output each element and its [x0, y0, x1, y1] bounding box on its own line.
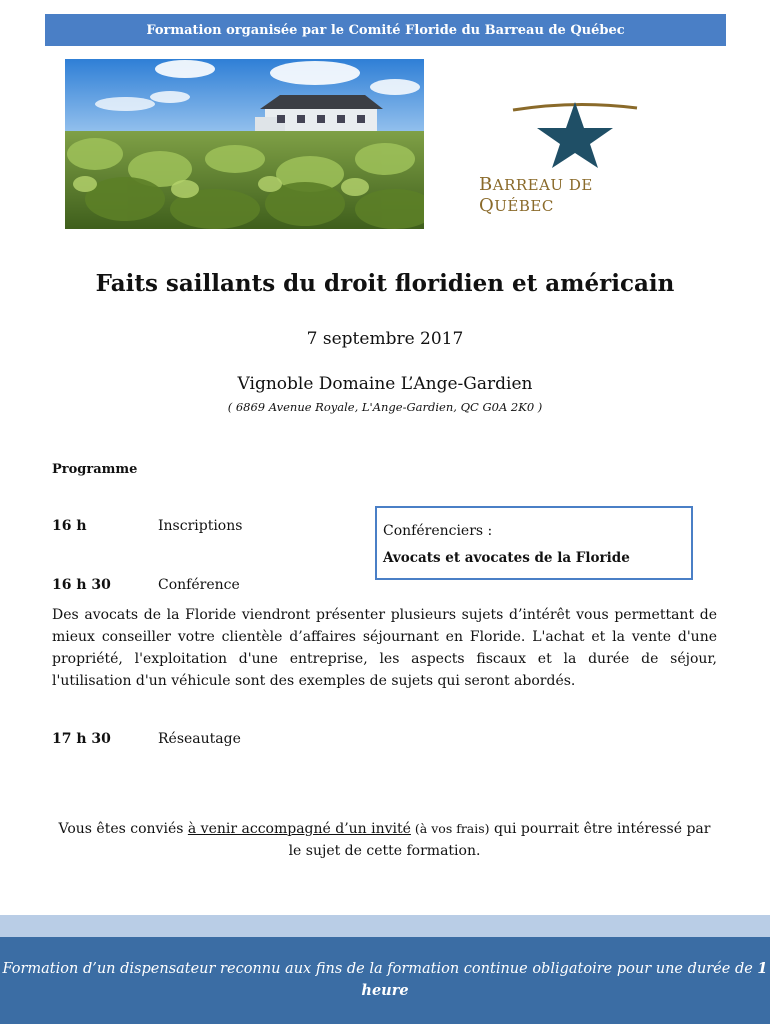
- programme-label: Conférence: [158, 577, 240, 593]
- speakers-label: Conférenciers :: [383, 523, 493, 539]
- event-address: ( 6869 Avenue Royale, L'Ange-Gardien, QC G0A 2K0 ): [227, 400, 543, 414]
- programme-time: 16 h: [52, 518, 87, 534]
- vineyard-photo: [65, 59, 424, 229]
- event-title: Faits saillants du droit floridien et américain: [95, 270, 675, 297]
- programme-heading: Programme: [52, 462, 138, 477]
- invite-note: Vous êtes conviés à venir accompagné d’un invité (à vos frais) qui pourrait être intéressé par le sujet de cette formation.: [58, 821, 711, 859]
- footer-duration: 1 heure: [361, 960, 768, 999]
- footer-text: Formation d’un dispensateur reconnu aux fins de la formation continue obligatoire pour une durée de: [2, 961, 758, 977]
- programme-label: Réseautage: [158, 731, 241, 747]
- footer-banner: [0, 937, 770, 1024]
- barreau-logo-text: BARREAU DE QUÉBEC: [479, 174, 593, 216]
- conference-description: Des avocats de la Floride viendront présenter plusieurs sujets d’intérêt vous permettant de mieux conseiller votre clientèle d’affaires séjournant en Floride. L'achat et la vente d'une propriété, l'exploitation d'une entreprise, les aspects fiscaux et la durée de séjour, l'utilisation d'un véhicule sont des exemples de sujets qui seront abordés.: [52, 607, 717, 689]
- footer-strip: [0, 915, 770, 937]
- invite-underlined: à venir accompagné d’un invité: [187, 821, 411, 837]
- top-banner: [45, 14, 726, 46]
- banner-text: Formation organisée par le Comité Floride du Barreau de Québec: [146, 22, 625, 38]
- speakers-box: [375, 506, 693, 580]
- programme-time: 17 h 30: [52, 731, 111, 747]
- speakers-names: Avocats et avocates de la Floride: [383, 550, 630, 566]
- programme-label: Inscriptions: [158, 518, 243, 534]
- star-icon: [505, 98, 675, 178]
- event-venue: Vignoble Domaine L’Ange-Gardien: [237, 374, 533, 394]
- event-date: 7 septembre 2017: [306, 329, 464, 349]
- programme-time: 16 h 30: [52, 577, 111, 593]
